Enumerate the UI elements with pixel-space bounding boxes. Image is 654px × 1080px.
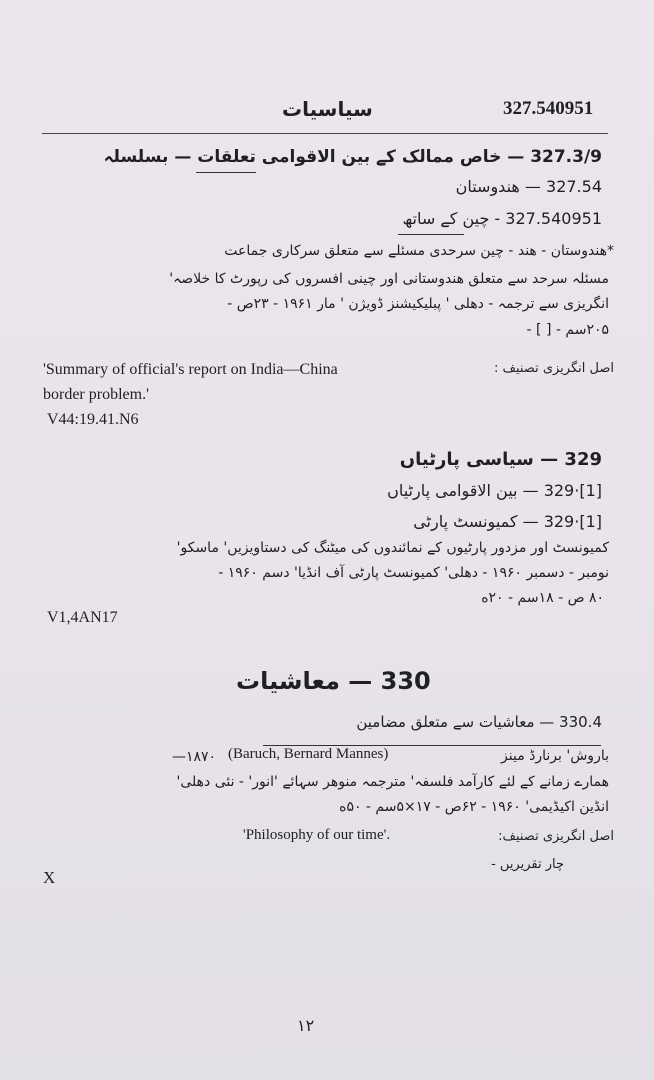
original-label-330: اصل انگریزی تصنیف: — [498, 829, 614, 844]
sub-329-international: [1]·329 — بین الاقوامی پارٹیاں — [387, 481, 602, 500]
book-327-line2: انگریزی سے ترجمہ - دهلی ' پبلیکیشنز ڈویژن ' مار ۱۹۶۱ - ۲۳ص - — [227, 296, 609, 312]
original-title-327-line2: border problem.' — [43, 386, 149, 403]
book-330-line1: همارے زمانے کے لئے کارآمد فلسفہ' مترجمہ منوهر سہائے 'انور' - نئی دهلی' — [176, 774, 609, 790]
author-year: —۱۸۷۰ — [172, 749, 217, 765]
note-330: چار تقریریں - — [491, 857, 564, 872]
entry-327-china: 327.540951 - چین کے ساتھ — [402, 209, 602, 228]
page-number: ۱۲ — [297, 1016, 315, 1035]
mark-x: X — [43, 868, 56, 887]
sub-329-communist: [1]·329 — کمیونسٹ پارٹی — [413, 512, 602, 531]
subject-line: *هندوستان - هند - چین سرحدی مسئلے سے متعلق سرکاری جماعت — [224, 243, 614, 259]
sub-330-4: 330.4 — معاشیات سے متعلق مضامین — [356, 713, 602, 731]
original-title-330: 'Philosophy of our time'. — [243, 827, 391, 843]
underline — [398, 234, 464, 235]
book-330-line2: انڈین اکیڈیمی' ۱۹۶۰ - ۶۲ص - ۱۷×۵سم - ۵۰ه — [339, 799, 609, 815]
entry-327-main: 327.3/9 — خاص ممالک کے بین الاقوامی تعلقات — بسلسلہ — [103, 147, 602, 167]
book-329-line1: کمیونسٹ اور مزدور پارٹیوں کے نمائندوں کی میٹنگ کی دستاویزیں' ماسکو' — [176, 540, 609, 556]
heading-329: 329 — سیاسی پارٹیاں — [399, 449, 602, 470]
book-327-line3: ۲۰۵سم - [ ] - — [526, 322, 609, 338]
original-title-327-line1: 'Summary of official's report on India—China — [43, 361, 338, 378]
book-329-line3: ۸۰ ص - ۱۸سم - ۲۰ه — [481, 590, 604, 606]
header-number: 327.540951 — [503, 98, 594, 119]
header-title: سیاسیات — [282, 97, 373, 121]
author-name-urdu: باروش' برنارڈ مینز — [501, 748, 609, 764]
heading-330: 330 — معاشیات — [236, 667, 431, 695]
original-label-327: اصل انگریزی تصنیف : — [493, 361, 614, 376]
book-327-line1: مسئلہ سرحد سے متعلق هندوستانی اور چینی افسروں کی رپورٹ کا خلاصہ' — [169, 271, 609, 287]
header-rule — [42, 133, 608, 134]
book-329-line2: نومبر - دسمبر ۱۹۶۰ - دهلی' کمیونسٹ پارٹی آف انڈیا' دسم ۱۹۶۰ - — [218, 565, 609, 581]
author-name-latin: (Baruch, Bernard Mannes) — [228, 746, 389, 762]
entry-327-india: 327.54 — هندوستان — [455, 177, 602, 196]
call-number-329: V1,4AN17 — [47, 609, 118, 626]
underline — [196, 172, 256, 173]
call-number-327: V44:19.41.N6 — [47, 411, 139, 428]
